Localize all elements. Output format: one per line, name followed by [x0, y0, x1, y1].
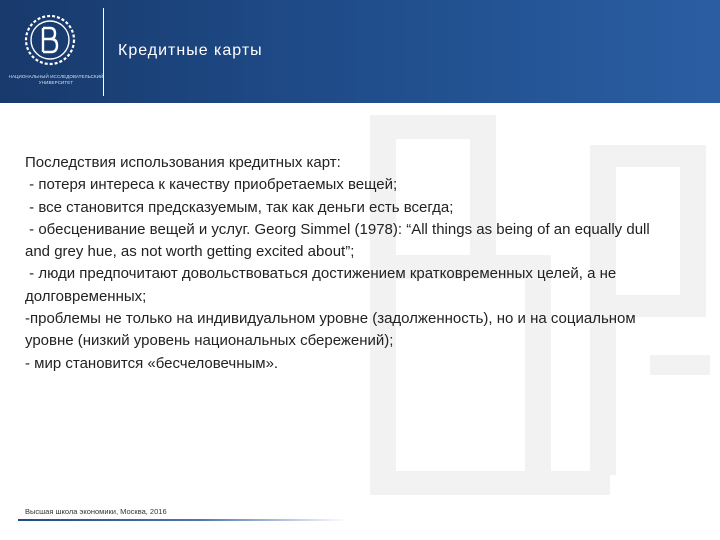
slide-body	[25, 152, 665, 375]
body-item: - все становится предсказуемым, так как деньги есть всегда;	[25, 198, 454, 216]
footer-text: Высшая школа экономики, Москва, 2016	[25, 507, 167, 516]
slide-title: Кредитные карты	[118, 42, 263, 59]
body-heading: Последствия использования кредитных карт:	[25, 154, 341, 171]
body-item: - обесценивание вещей и услуг. Georg Simmel (1978): “All things as being of an equally dull and grey hue, as not worth getting excited about”;	[25, 220, 654, 261]
university-logo	[6, 8, 102, 98]
body-item: -проблемы не только на индивидуальном уровне (задолженность), но и на социальном уровне (низкий уровень национальных сбережений);	[25, 310, 640, 350]
body-item: - мир становится «бесчеловечным».	[25, 354, 279, 372]
body-item: - потеря интереса к качеству приобретаемых вещей;	[25, 176, 398, 194]
logo-emblem-icon	[24, 14, 76, 66]
header-bar	[0, 0, 720, 103]
body-item: - люди предпочитают довольствоваться достижением кратковременных целей, а не долговременных;	[25, 265, 621, 305]
footer-bar	[18, 519, 348, 521]
logo-caption: НАЦИОНАЛЬНЫЙ ИССЛЕДОВАТЕЛЬСКИЙ УНИВЕРСИТЕТ	[8, 74, 104, 85]
header-divider	[103, 8, 104, 96]
